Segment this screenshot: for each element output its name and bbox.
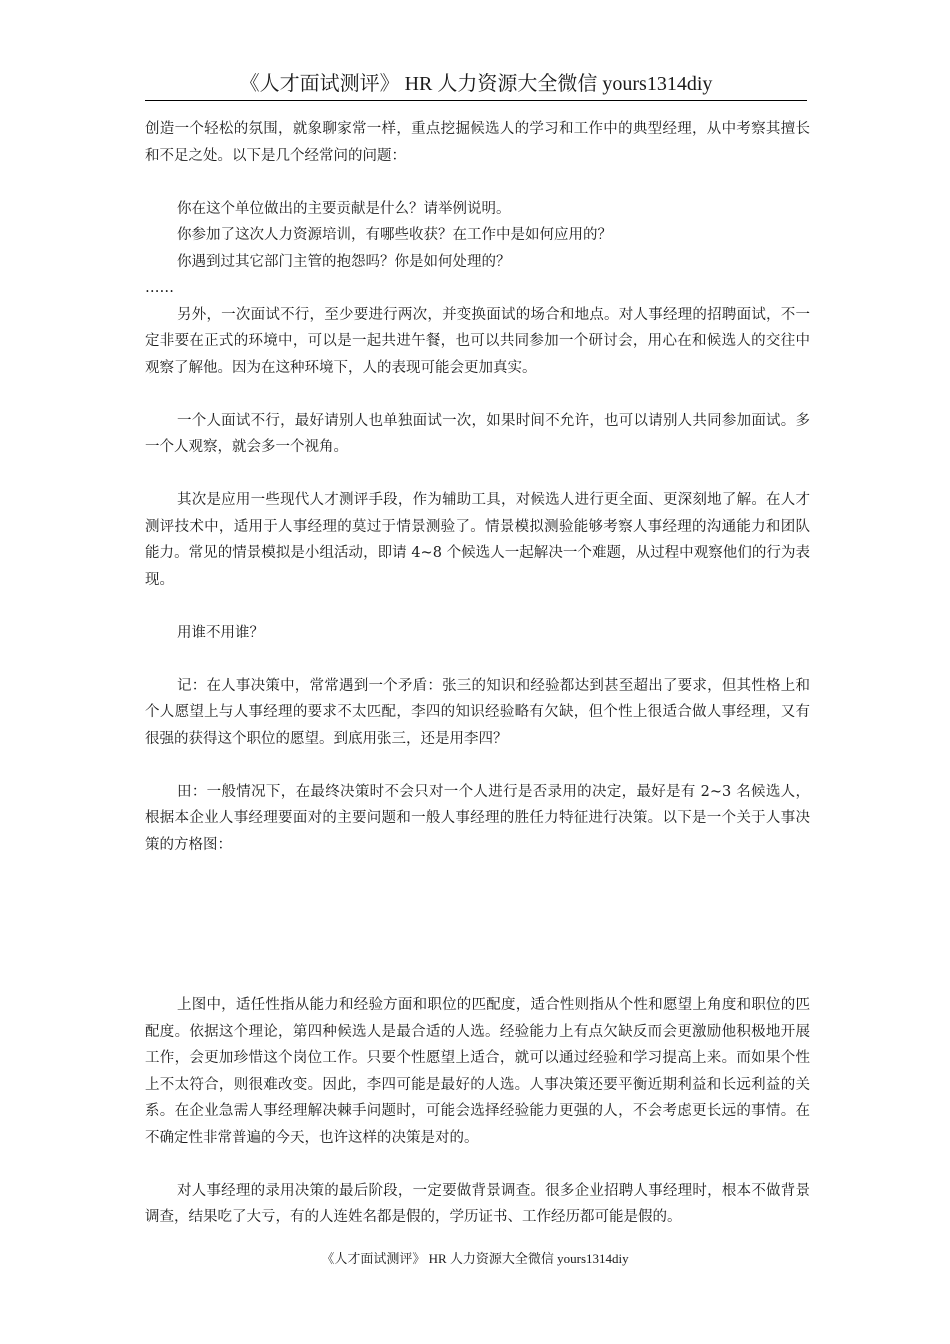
question-item: 你在这个单位做出的主要贡献是什么？请举例说明。: [177, 200, 511, 217]
paragraph-explanation: 上图中，适任性指从能力和经验方面和职位的匹配度，适合性则指从个性和愿望上角度和职位的匹配度。依据这个理论，第四种候选人是最合适的人选。经验能力上有点欠缺反而会更激励他积极地开展工作，会更加珍惜这个岗位工作。只要个性愿望上适合，就可以通过经验和学习提高上来。而如果个性上不太符合，则很难改变。因此，李四可能是最好的人选。人事决策还要平衡近期利益和长远利益的关系。在企业急需人事经理解决棘手问题时，可能会选择经验能力更强的人，不会考虑更长远的事情。在不确定性非常普遍的今天，也许这样的决策是对的。: [145, 997, 810, 1146]
paragraph-question: 记：在人事决策中，常常遇到一个矛盾：张三的知识和经验都达到甚至超出了要求，但其性格上和个人愿望上与人事经理的要求不太匹配，李四的知识经验略有欠缺，但个性上很适合做人事经理，又有很强的获得这个职位的愿望。到底用张三，还是用李四？: [145, 677, 810, 747]
page-header: [145, 70, 807, 101]
spacer: [145, 381, 810, 408]
spacer: [145, 1151, 810, 1178]
spacer: [145, 752, 810, 779]
spacer: [145, 169, 810, 196]
intro-paragraph: 创造一个轻松的氛围，就象聊家常一样，重点挖掘候选人的学习和工作中的典型经理，从中考察其擅长和不足之处。以下是几个经常问的问题：: [145, 121, 810, 164]
footer-text: 《人才面试测评》 HR 人力资源大全微信 yours1314diy: [321, 1251, 629, 1266]
paragraph-single-interviewer: 一个人面试不行，最好请别人也单独面试一次，如果时间不允许，也可以请别人共同参加面试。多一个人观察，就会多一个视角。: [145, 412, 810, 455]
spacer: [145, 461, 810, 488]
paragraph-answer: 田：一般情况下，在最终决策时不会只对一个人进行是否录用的决定，最好是有 2~3 名候选人，根据本企业人事经理要面对的主要问题和一般人事经理的胜任力特征进行决策。以下是一个关于人事决策的方格图：: [145, 783, 810, 853]
spacer: [145, 593, 810, 620]
ellipsis: ……: [145, 280, 174, 296]
paragraph-assessment-tools: 其次是应用一些现代人才测评手段，作为辅助工具，对候选人进行更全面、更深刻地了解。在人才测评技术中，适用于人事经理的莫过于情景测验了。情景模拟测验能够考察人事经理的沟通能力和团队能力。常见的情景模拟是小组活动，即请 4~8 个候选人一起解决一个难题，从过程中观察他们的行为表现。: [145, 492, 810, 588]
subheading: 用谁不用谁？: [177, 624, 264, 641]
paragraph-interview-twice: 另外，一次面试不行，至少要进行两次，并变换面试的场合和地点。对人事经理的招聘面试，不一定非要在正式的环境中，可以是一起共进午餐，也可以共同参加一个研讨会，用心在和候选人的交往中观察了解他。因为在这种环境下，人的表现可能会更加真实。: [145, 306, 810, 376]
document-body: [145, 116, 810, 1231]
page-footer: [0, 1250, 950, 1268]
figure-placeholder: [145, 858, 810, 992]
question-item: 你参加了这次人力资源培训，有哪些收获？在工作中是如何应用的？: [177, 227, 612, 243]
header-title: 《人才面试测评》 HR 人力资源大全微信 yours1314diy: [239, 73, 713, 95]
question-item: 你遇到过其它部门主管的抱怨吗？你是如何处理的？: [177, 253, 511, 270]
spacer: [145, 646, 810, 673]
paragraph-background-check: 对人事经理的录用决策的最后阶段，一定要做背景调查。很多企业招聘人事经理时，根本不做背景调查，结果吃了大亏，有的人连姓名都是假的，学历证书、工作经历都可能是假的。: [145, 1182, 810, 1225]
